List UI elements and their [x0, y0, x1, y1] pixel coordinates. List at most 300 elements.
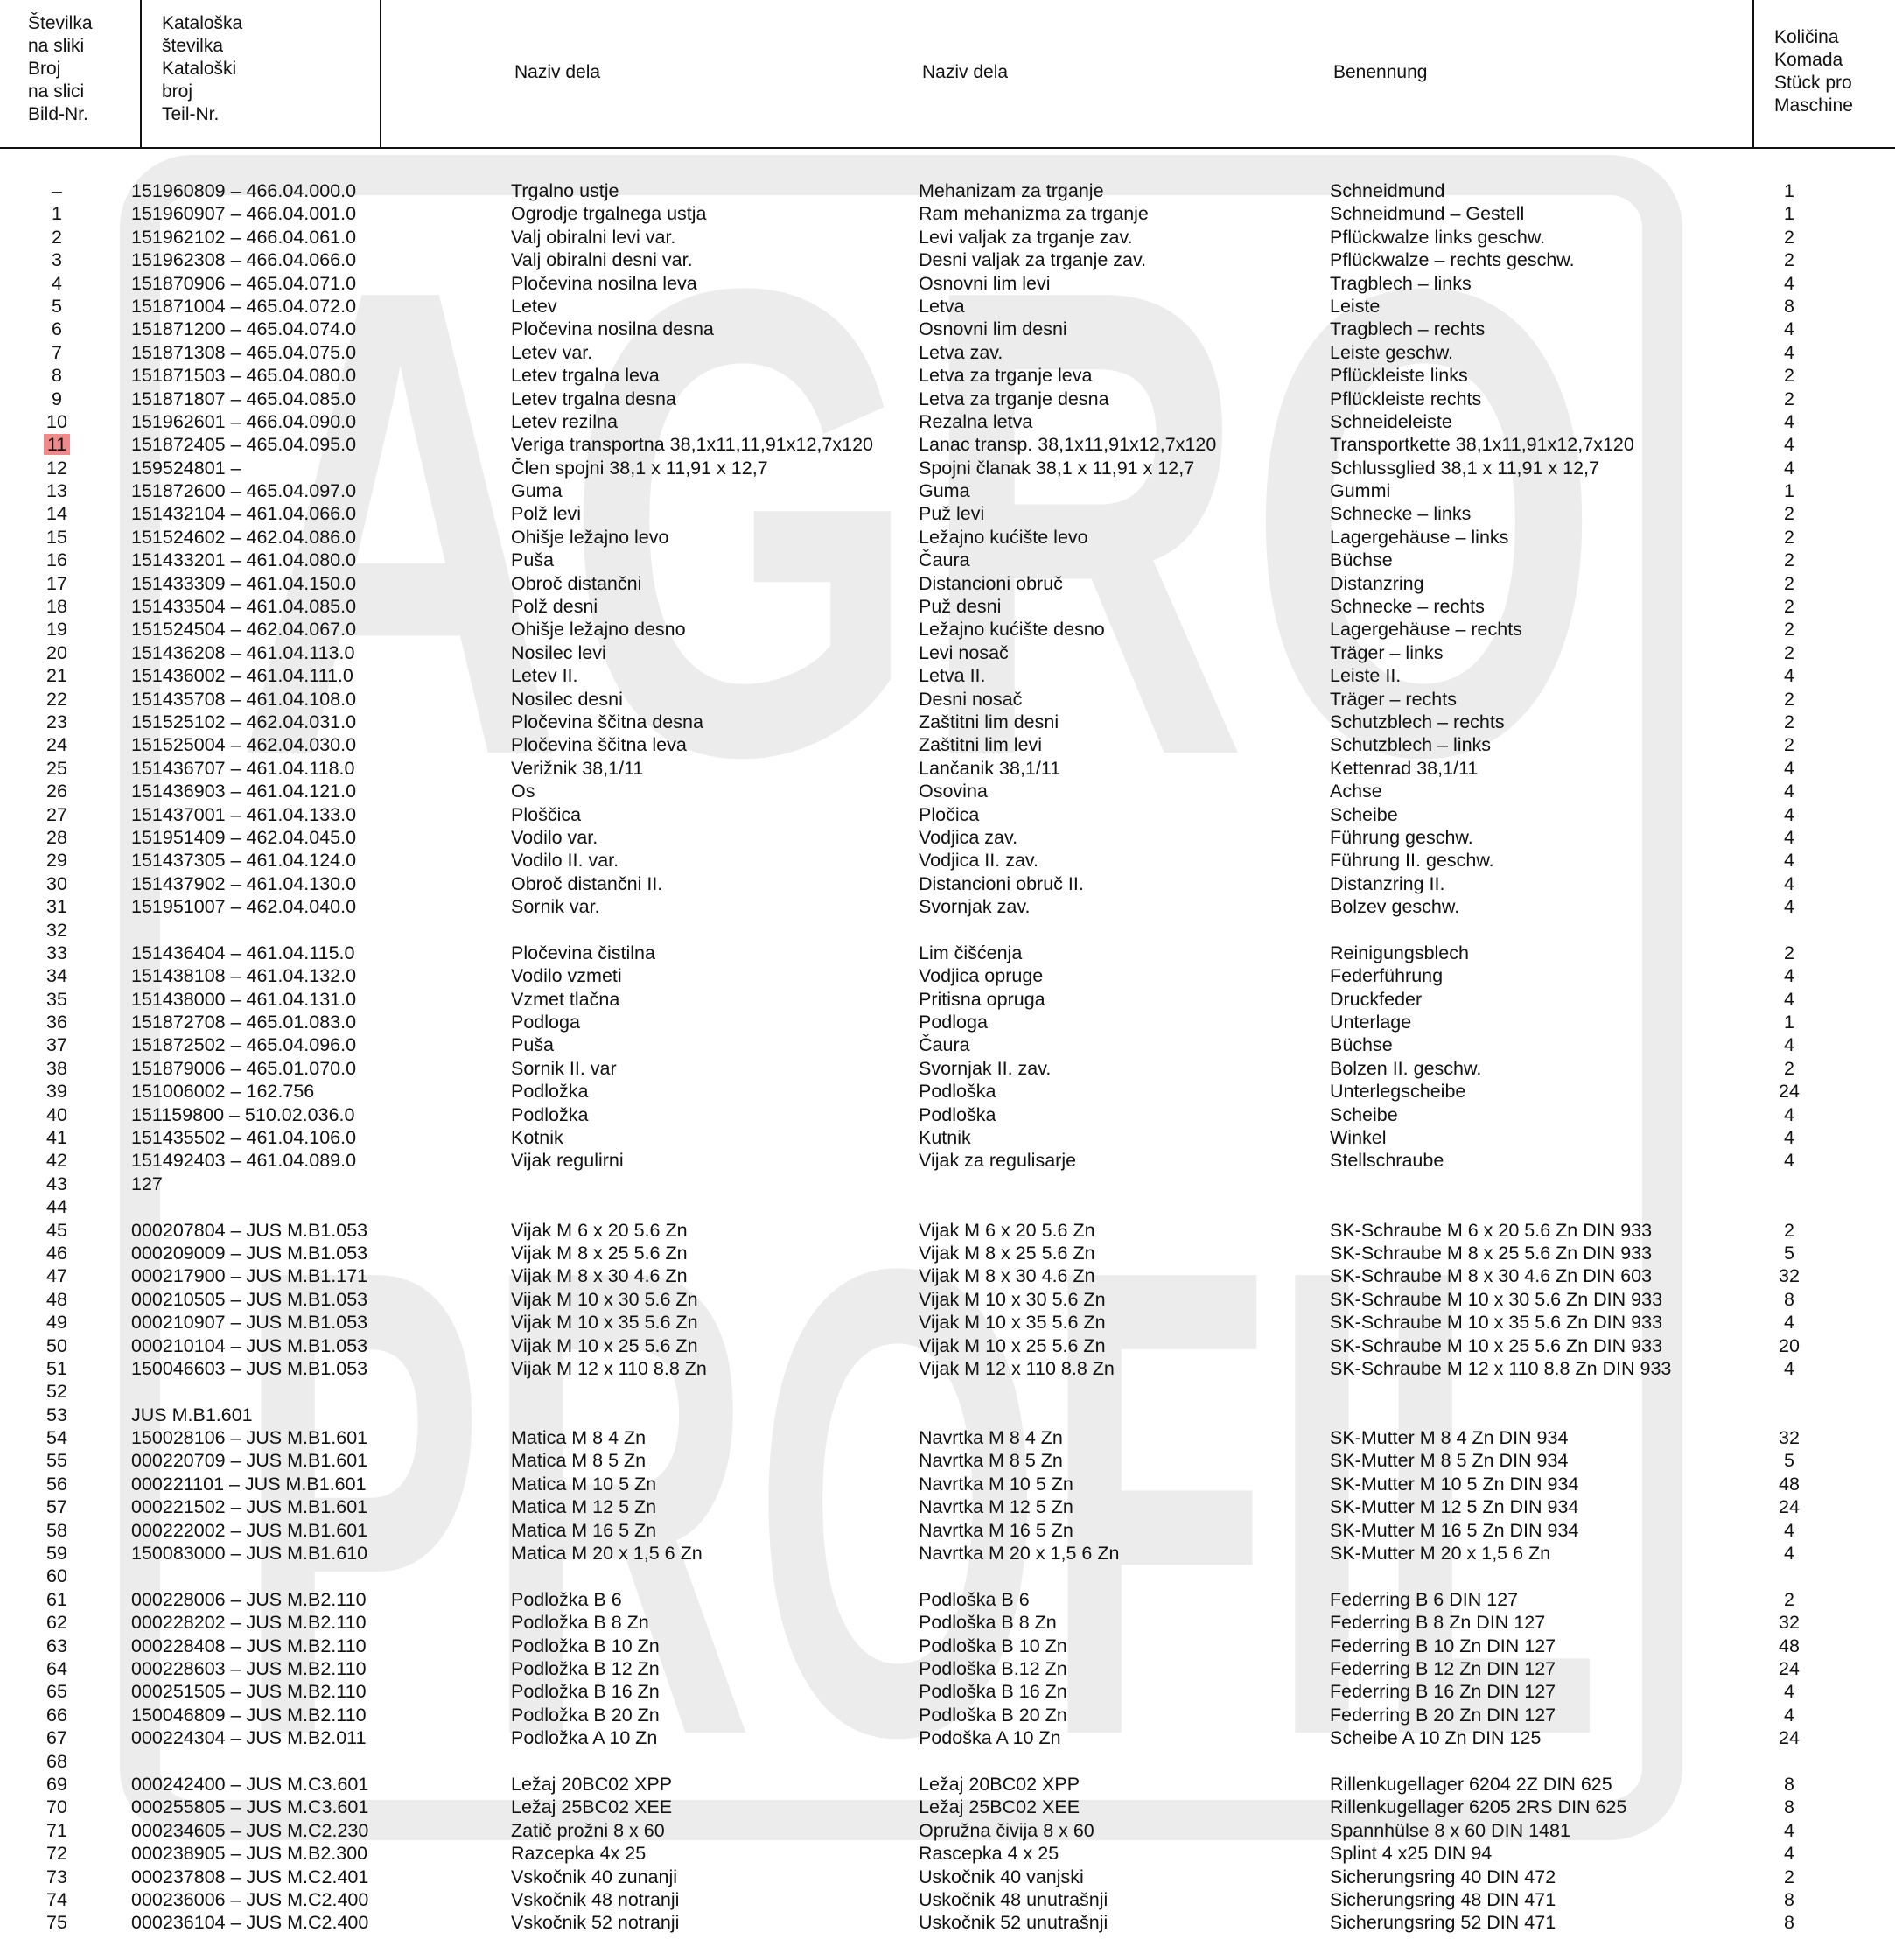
table-row — [0, 1195, 1895, 1218]
header-part-name-hr: Naziv dela — [922, 62, 1009, 82]
row-quantity: 2 — [1784, 226, 1794, 248]
row-part-name-hr: Ram mehanizma za trganje — [919, 203, 1149, 225]
row-picture-number: 16 — [46, 550, 67, 571]
row-catalog-number: 000237808 – JUS M.C2.401 — [131, 1866, 369, 1887]
row-part-name-sl: Polž levi — [511, 503, 582, 525]
row-part-name-de: Führung II. geschw. — [1330, 850, 1494, 872]
row-quantity: 32 — [1779, 1427, 1800, 1449]
row-part-name-sl: Os — [511, 780, 535, 802]
table-row — [0, 733, 1895, 756]
table-row — [0, 295, 1895, 318]
table-row — [0, 1311, 1895, 1334]
row-picture-number: 51 — [46, 1357, 67, 1379]
row-picture-number: 12 — [46, 457, 67, 479]
row-quantity: 8 — [1784, 1888, 1794, 1910]
row-quantity: 24 — [1779, 1496, 1800, 1518]
row-quantity: 2 — [1784, 572, 1794, 594]
row-picture-number: 41 — [46, 1127, 67, 1149]
row-part-name-sl: Letev II. — [511, 665, 578, 687]
table-row — [0, 572, 1895, 595]
table-row — [0, 1750, 1895, 1773]
table-row — [0, 1819, 1895, 1842]
row-part-name-hr: Navrtka M 8 4 Zn — [919, 1427, 1063, 1449]
row-catalog-number: 151962102 – 466.04.061.0 — [131, 226, 357, 248]
table-row — [0, 780, 1895, 802]
row-catalog-number: 000221101 – JUS M.B1.601 — [131, 1473, 367, 1494]
row-picture-number: 59 — [46, 1543, 67, 1564]
row-quantity: 4 — [1784, 803, 1794, 825]
row-part-name-sl: Letev trgalna leva — [511, 365, 660, 387]
table-row — [0, 1334, 1895, 1357]
row-part-name-sl: Matica M 20 x 1,5 6 Zn — [511, 1543, 703, 1564]
row-picture-number: 43 — [46, 1172, 67, 1194]
row-part-name-sl: Podložka B 6 — [511, 1588, 622, 1610]
table-row — [0, 433, 1895, 456]
row-part-name-sl: Podložka B 10 Zn — [511, 1634, 660, 1656]
table-row — [0, 1380, 1895, 1403]
row-part-name-de: Führung geschw. — [1330, 826, 1473, 848]
row-part-name-hr: Uskočnik 48 unutrašnji — [919, 1888, 1108, 1910]
row-part-name-sl: Pločevina nosilna desna — [511, 318, 714, 340]
row-picture-number: 52 — [46, 1381, 67, 1403]
row-picture-number: 29 — [46, 850, 67, 872]
row-part-name-de: Schutzblech – links — [1330, 734, 1492, 756]
row-part-name-de: Pflückleiste rechts — [1330, 388, 1482, 410]
header-picture-number: Številka na sliki Broj na slici Bild-Nr. — [28, 13, 93, 124]
row-part-name-sl: Vskočnik 52 notranji — [511, 1912, 680, 1934]
row-quantity: 4 — [1784, 665, 1794, 687]
row-picture-number: 8 — [52, 365, 62, 387]
table-row — [0, 1796, 1895, 1818]
row-quantity: 4 — [1784, 457, 1794, 479]
row-part-name-de: Federring B 12 Zn DIN 127 — [1330, 1658, 1556, 1679]
row-part-name-de: Federring B 8 Zn DIN 127 — [1330, 1612, 1546, 1634]
row-part-name-sl: Ohišje ležajno levo — [511, 526, 669, 548]
row-part-name-hr: Osnovni lim levi — [919, 272, 1051, 294]
row-part-name-de: Leiste II. — [1330, 665, 1402, 687]
row-part-name-hr: Podloška B 20 Zn — [919, 1704, 1067, 1726]
row-part-name-sl: Vijak M 10 x 35 5.6 Zn — [511, 1312, 698, 1334]
row-picture-number: 45 — [46, 1219, 67, 1241]
row-part-name-de: Schlussglied 38,1 x 11,91 x 12,7 — [1330, 457, 1599, 479]
row-quantity: 20 — [1779, 1334, 1800, 1356]
row-part-name-hr: Vodjica zav. — [919, 826, 1018, 848]
row-picture-number: 65 — [46, 1681, 67, 1703]
table-row — [0, 388, 1895, 410]
row-catalog-number: 151433201 – 461.04.080.0 — [131, 550, 357, 571]
row-part-name-sl: Vijak M 8 x 25 5.6 Zn — [511, 1242, 688, 1264]
row-part-name-de: Federring B 20 Zn DIN 127 — [1330, 1704, 1556, 1726]
row-picture-number: 71 — [46, 1819, 67, 1841]
row-part-name-sl: Podloga — [511, 1012, 580, 1033]
row-picture-number: 64 — [46, 1658, 67, 1679]
table-row — [0, 1103, 1895, 1126]
row-picture-number: 26 — [46, 780, 67, 802]
row-quantity: 2 — [1784, 1588, 1794, 1610]
row-catalog-number: 151879006 – 465.01.070.0 — [131, 1057, 357, 1079]
row-part-name-hr: Navrtka M 12 5 Zn — [919, 1496, 1073, 1518]
table-row — [0, 1888, 1895, 1911]
row-part-name-de: Lagergehäuse – links — [1330, 526, 1509, 548]
row-part-name-hr: Vijak M 10 x 30 5.6 Zn — [919, 1288, 1106, 1310]
table-row — [0, 872, 1895, 895]
row-catalog-number: 000228202 – JUS M.B2.110 — [131, 1612, 367, 1634]
row-part-name-de: Federring B 16 Zn DIN 127 — [1330, 1681, 1556, 1703]
row-part-name-hr: Uskočnik 52 unutrašnji — [919, 1912, 1108, 1934]
row-catalog-number: 000234605 – JUS M.C2.230 — [131, 1819, 369, 1841]
row-part-name-sl: Podložka — [511, 1081, 589, 1102]
table-row — [0, 710, 1895, 733]
row-catalog-number: 000255805 – JUS M.C3.601 — [131, 1796, 369, 1818]
row-picture-number: 1 — [52, 203, 62, 225]
row-part-name-sl: Sornik II. var — [511, 1057, 617, 1079]
row-picture-number: 23 — [46, 710, 67, 732]
row-part-name-de: Unterlage — [1330, 1012, 1412, 1033]
row-part-name-hr: Mehanizam za trganje — [919, 180, 1104, 201]
row-picture-number: 66 — [46, 1704, 67, 1726]
row-part-name-hr: Zaštitni lim levi — [919, 734, 1042, 756]
row-catalog-number: 151435708 – 461.04.108.0 — [131, 688, 357, 710]
row-part-name-de: SK-Schraube M 10 x 30 5.6 Zn DIN 933 — [1330, 1288, 1663, 1310]
row-catalog-number: 151872405 – 465.04.095.0 — [131, 434, 357, 456]
row-part-name-sl: Vijak regulirni — [511, 1150, 624, 1172]
row-picture-number: 67 — [46, 1727, 67, 1749]
row-part-name-hr: Pritisna opruga — [919, 988, 1045, 1010]
table-row — [0, 803, 1895, 826]
row-part-name-hr: Letva II. — [919, 665, 986, 687]
row-part-name-hr: Spojni članak 38,1 x 11,91 x 12,7 — [919, 457, 1195, 479]
table-row — [0, 410, 1895, 433]
row-catalog-number: 151525004 – 462.04.030.0 — [131, 734, 357, 756]
table-row — [0, 1704, 1895, 1726]
row-catalog-number: 000222002 – JUS M.B1.601 — [131, 1519, 368, 1541]
row-part-name-de: Winkel — [1330, 1127, 1387, 1149]
table-row — [0, 549, 1895, 571]
row-picture-number: 4 — [52, 272, 62, 294]
row-quantity: 48 — [1779, 1473, 1800, 1494]
row-catalog-number: 159524801 – — [131, 457, 241, 479]
row-part-name-hr: Distancioni obruč II. — [919, 872, 1084, 894]
row-part-name-sl: Ohišje ležajno desno — [511, 619, 686, 640]
row-catalog-number: 000236006 – JUS M.C2.400 — [131, 1888, 369, 1910]
row-picture-number: 68 — [46, 1750, 67, 1772]
row-part-name-hr: Uskočnik 40 vanjski — [919, 1866, 1084, 1887]
table-row — [0, 1588, 1895, 1611]
row-part-name-hr: Ležaj 20BC02 XPP — [919, 1773, 1080, 1795]
row-catalog-number: 151435502 – 461.04.106.0 — [131, 1127, 357, 1149]
row-picture-number: 6 — [52, 318, 62, 340]
row-quantity: 2 — [1784, 1219, 1794, 1241]
row-quantity: 8 — [1784, 1773, 1794, 1795]
row-part-name-de: Federring B 6 DIN 127 — [1330, 1588, 1519, 1610]
row-quantity: 48 — [1779, 1634, 1800, 1656]
row-part-name-sl: Člen spojni 38,1 x 11,91 x 12,7 — [511, 457, 768, 479]
row-quantity: 2 — [1784, 526, 1794, 548]
table-row — [0, 1634, 1895, 1657]
row-quantity: 4 — [1784, 988, 1794, 1010]
row-picture-number: 24 — [46, 734, 67, 756]
row-part-name-de: Federführung — [1330, 965, 1444, 987]
row-part-name-sl: Ležaj 20BC02 XPP — [511, 1773, 673, 1795]
row-part-name-de: Rillenkugellager 6205 2RS DIN 625 — [1330, 1796, 1627, 1818]
row-picture-number: 40 — [46, 1103, 67, 1125]
row-part-name-sl: Pločevina ščitna leva — [511, 734, 687, 756]
row-catalog-number: 151871807 – 465.04.085.0 — [131, 388, 357, 410]
table-row — [0, 849, 1895, 872]
row-part-name-de: SK-Schraube M 8 x 30 4.6 Zn DIN 603 — [1330, 1265, 1653, 1287]
row-part-name-sl: Puša — [511, 1034, 555, 1056]
table-row — [0, 1866, 1895, 1888]
table-row — [0, 1911, 1895, 1934]
row-catalog-number: 151436903 – 461.04.121.0 — [131, 780, 357, 802]
row-part-name-hr: Vijak M 6 x 20 5.6 Zn — [919, 1219, 1095, 1241]
row-part-name-hr: Navrtka M 10 5 Zn — [919, 1473, 1073, 1494]
row-catalog-number: 000217900 – JUS M.B1.171 — [131, 1265, 368, 1287]
row-part-name-hr: Lančanik 38,1/11 — [919, 757, 1061, 779]
row-part-name-de: SK-Schraube M 6 x 20 5.6 Zn DIN 933 — [1330, 1219, 1653, 1241]
row-picture-number: 46 — [46, 1242, 67, 1264]
row-part-name-sl: Matica M 8 4 Zn — [511, 1427, 647, 1449]
row-part-name-de: Splint 4 x25 DIN 94 — [1330, 1843, 1493, 1865]
table-row — [0, 895, 1895, 918]
table-row — [0, 248, 1895, 271]
row-catalog-number: 151436208 – 461.04.113.0 — [131, 641, 355, 663]
row-catalog-number: 000238905 – JUS M.B2.300 — [131, 1843, 368, 1865]
row-picture-number: 48 — [46, 1288, 67, 1310]
row-catalog-number: 000228408 – JUS M.B2.110 — [131, 1634, 367, 1656]
row-quantity: 1 — [1784, 180, 1794, 201]
row-picture-number: 53 — [46, 1404, 67, 1425]
row-part-name-de: Kettenrad 38,1/11 — [1330, 757, 1479, 779]
row-quantity: 24 — [1779, 1727, 1800, 1749]
row-picture-number: 19 — [46, 619, 67, 640]
row-part-name-hr: Podoška A 10 Zn — [919, 1727, 1061, 1749]
row-part-name-sl: Matica M 12 5 Zn — [511, 1496, 657, 1518]
row-part-name-de: Rillenkugellager 6204 2Z DIN 625 — [1330, 1773, 1612, 1795]
table-row — [0, 1126, 1895, 1149]
table-row — [0, 757, 1895, 780]
row-part-name-de: SK-Mutter M 8 5 Zn DIN 934 — [1330, 1450, 1569, 1472]
row-picture-number: 72 — [46, 1843, 67, 1865]
row-catalog-number: 151436707 – 461.04.118.0 — [131, 757, 355, 779]
row-catalog-number: 000209009 – JUS M.B1.053 — [131, 1242, 368, 1264]
table-row — [0, 595, 1895, 618]
row-part-name-de: Transportkette 38,1x11,91x12,7x120 — [1330, 434, 1634, 456]
table-row — [0, 1011, 1895, 1033]
table-row — [0, 502, 1895, 525]
row-part-name-hr: Lim čišćenja — [919, 942, 1023, 963]
row-part-name-de: SK-Mutter M 8 4 Zn DIN 934 — [1330, 1427, 1569, 1449]
row-part-name-de: Schutzblech – rechts — [1330, 710, 1505, 732]
row-catalog-number: 151525102 – 462.04.031.0 — [131, 710, 357, 732]
table-row — [0, 618, 1895, 640]
row-part-name-de: SK-Mutter M 10 5 Zn DIN 934 — [1330, 1473, 1579, 1494]
table-row — [0, 480, 1895, 502]
row-part-name-de: Büchse — [1330, 1034, 1393, 1056]
row-catalog-number: 150046809 – JUS M.B2.110 — [131, 1704, 367, 1726]
row-catalog-number: 150083000 – JUS M.B1.610 — [131, 1543, 368, 1564]
row-part-name-sl: Nosilec levi — [511, 641, 606, 663]
row-picture-number: 21 — [46, 665, 67, 687]
table-row — [0, 1611, 1895, 1634]
row-part-name-de: SK-Mutter M 20 x 1,5 6 Zn — [1330, 1543, 1551, 1564]
row-catalog-number: 000242400 – JUS M.C3.601 — [131, 1773, 369, 1795]
row-part-name-de: Schnecke – links — [1330, 503, 1472, 525]
row-catalog-number: 000207804 – JUS M.B1.053 — [131, 1219, 368, 1241]
row-part-name-sl: Vijak M 10 x 25 5.6 Zn — [511, 1334, 698, 1356]
row-part-name-sl: Vijak M 8 x 30 4.6 Zn — [511, 1265, 688, 1287]
table-row — [0, 364, 1895, 387]
row-part-name-de: Büchse — [1330, 550, 1393, 571]
table-row — [0, 1495, 1895, 1518]
row-part-name-sl: Vskočnik 40 zunanji — [511, 1866, 678, 1887]
row-part-name-hr: Vijak za regulisarje — [919, 1150, 1077, 1172]
row-quantity: 2 — [1784, 503, 1794, 525]
row-part-name-hr: Rascepka 4 x 25 — [919, 1843, 1059, 1865]
row-quantity: 5 — [1784, 1242, 1794, 1264]
row-quantity: 4 — [1784, 757, 1794, 779]
row-picture-number: 63 — [46, 1634, 67, 1656]
row-part-name-sl: Podložka — [511, 1103, 589, 1125]
row-part-name-hr: Puž levi — [919, 503, 985, 525]
row-quantity: 2 — [1784, 688, 1794, 710]
row-part-name-hr: Podloška B 10 Zn — [919, 1634, 1067, 1656]
table-row — [0, 1357, 1895, 1380]
row-catalog-number: 151951409 – 462.04.045.0 — [131, 826, 357, 848]
row-quantity: 4 — [1784, 1127, 1794, 1149]
row-part-name-sl: Vijak M 6 x 20 5.6 Zn — [511, 1219, 688, 1241]
row-part-name-sl: Sornik var. — [511, 896, 600, 918]
row-part-name-de: Unterlegscheibe — [1330, 1081, 1466, 1102]
row-catalog-number: 151492403 – 461.04.089.0 — [131, 1150, 357, 1172]
table-row — [0, 272, 1895, 295]
row-quantity: 2 — [1784, 942, 1794, 963]
table-row — [0, 202, 1895, 225]
row-picture-number: 44 — [46, 1196, 67, 1218]
watermark-text-2: PROFIL — [236, 1131, 1601, 1874]
row-quantity: 4 — [1784, 872, 1794, 894]
table-row — [0, 919, 1895, 942]
row-catalog-number: 000251505 – JUS M.B2.110 — [131, 1681, 367, 1703]
row-part-name-hr: Puž desni — [919, 596, 1002, 618]
row-picture-number: 42 — [46, 1150, 67, 1172]
row-quantity: 2 — [1784, 550, 1794, 571]
row-catalog-number: 151437305 – 461.04.124.0 — [131, 850, 357, 872]
row-catalog-number: 151436404 – 461.04.115.0 — [131, 942, 355, 963]
row-quantity: 24 — [1779, 1658, 1800, 1679]
row-picture-number: 37 — [46, 1034, 67, 1056]
row-part-name-sl: Veriga transportna 38,1x11,11,91x12,7x120 — [511, 434, 873, 456]
row-part-name-sl: Obroč distančni II. — [511, 872, 663, 894]
table-row — [0, 641, 1895, 664]
row-catalog-number: 151436002 – 461.04.111.0 — [131, 665, 353, 687]
row-picture-number: 70 — [46, 1796, 67, 1818]
row-picture-number: 69 — [46, 1773, 67, 1795]
row-quantity: 2 — [1784, 388, 1794, 410]
row-quantity: 1 — [1784, 203, 1794, 225]
row-quantity: 24 — [1779, 1081, 1800, 1102]
row-part-name-hr: Navrtka M 8 5 Zn — [919, 1450, 1063, 1472]
row-part-name-de: SK-Schraube M 8 x 25 5.6 Zn DIN 933 — [1330, 1242, 1653, 1264]
row-part-name-sl: Ležaj 25BC02 XEE — [511, 1796, 673, 1818]
row-part-name-sl: Letev — [511, 295, 557, 317]
row-catalog-number: 151960907 – 466.04.001.0 — [131, 203, 357, 225]
table-row — [0, 1473, 1895, 1495]
row-part-name-hr: Vodjica opruge — [919, 965, 1044, 987]
row-quantity: 2 — [1784, 641, 1794, 663]
row-quantity: 4 — [1784, 1519, 1794, 1541]
table-row — [0, 1149, 1895, 1172]
row-quantity: 4 — [1784, 1312, 1794, 1334]
table-row — [0, 1080, 1895, 1102]
header-quantity: Količina Komada Stück pro Maschine — [1774, 27, 1853, 116]
row-part-name-de: Leiste — [1330, 295, 1381, 317]
row-part-name-hr: Osnovni lim desni — [919, 318, 1067, 340]
row-part-name-sl: Matica M 16 5 Zn — [511, 1519, 657, 1541]
parts-table-body — [0, 179, 1895, 1935]
row-picture-number: 47 — [46, 1265, 67, 1287]
row-part-name-sl: Vodilo vzmeti — [511, 965, 622, 987]
row-part-name-de: Stellschraube — [1330, 1150, 1444, 1172]
row-part-name-hr: Čaura — [919, 1034, 970, 1056]
row-part-name-de: Bolzen II. geschw. — [1330, 1057, 1482, 1079]
row-part-name-hr: Guma — [919, 480, 970, 502]
row-picture-number: 27 — [46, 803, 67, 825]
row-part-name-sl: Obroč distančni — [511, 572, 642, 594]
table-row — [0, 1449, 1895, 1472]
row-part-name-de: Pflückwalze links geschw. — [1330, 226, 1546, 248]
row-part-name-hr: Letva za trganje desna — [919, 388, 1109, 410]
table-row — [0, 664, 1895, 687]
header-rule — [0, 147, 1895, 149]
row-catalog-number: 151871308 – 465.04.075.0 — [131, 341, 357, 363]
row-part-name-hr: Osovina — [919, 780, 988, 802]
row-catalog-number: 151437902 – 461.04.130.0 — [131, 872, 357, 894]
row-catalog-number: 000210104 – JUS M.B1.053 — [131, 1334, 368, 1356]
row-part-name-sl: Pločevina nosilna leva — [511, 272, 697, 294]
watermark-text-1: AGRO — [236, 151, 1601, 894]
table-row — [0, 1773, 1895, 1796]
row-part-name-hr: Podloga — [919, 1012, 988, 1033]
row-catalog-number: 150028106 – JUS M.B1.601 — [131, 1427, 368, 1449]
row-picture-number: 75 — [46, 1912, 67, 1934]
row-picture-number: 49 — [46, 1312, 67, 1334]
row-picture-number: 33 — [46, 942, 67, 963]
table-row — [0, 1033, 1895, 1056]
row-catalog-number: 151437001 – 461.04.133.0 — [131, 803, 357, 825]
table-row — [0, 1057, 1895, 1080]
row-part-name-hr: Vodjica II. zav. — [919, 850, 1039, 872]
row-part-name-de: Schneideleiste — [1330, 410, 1452, 432]
table-row — [0, 1726, 1895, 1749]
row-part-name-hr: Podloška B.12 Zn — [919, 1658, 1067, 1679]
row-part-name-sl: Ogrodje trgalnega ustja — [511, 203, 707, 225]
header-part-name-sl: Naziv dela — [514, 62, 601, 82]
row-quantity: 4 — [1784, 1681, 1794, 1703]
header-catalog-number: Kataloška številka Kataloški broj Teil-Nr. — [162, 13, 243, 124]
row-part-name-sl: Valj obiralni levi var. — [511, 226, 676, 248]
row-part-name-hr: Rezalna letva — [919, 410, 1033, 432]
row-catalog-number: 151871200 – 465.04.074.0 — [131, 318, 357, 340]
row-catalog-number: 151951007 – 462.04.040.0 — [131, 896, 357, 918]
row-quantity: 32 — [1779, 1265, 1800, 1287]
table-row — [0, 1404, 1895, 1426]
row-quantity: 4 — [1784, 434, 1794, 456]
row-part-name-hr: Letva za trganje leva — [919, 365, 1093, 387]
table-row — [0, 1519, 1895, 1542]
row-part-name-sl: Puša — [511, 550, 555, 571]
row-quantity: 4 — [1784, 1704, 1794, 1726]
